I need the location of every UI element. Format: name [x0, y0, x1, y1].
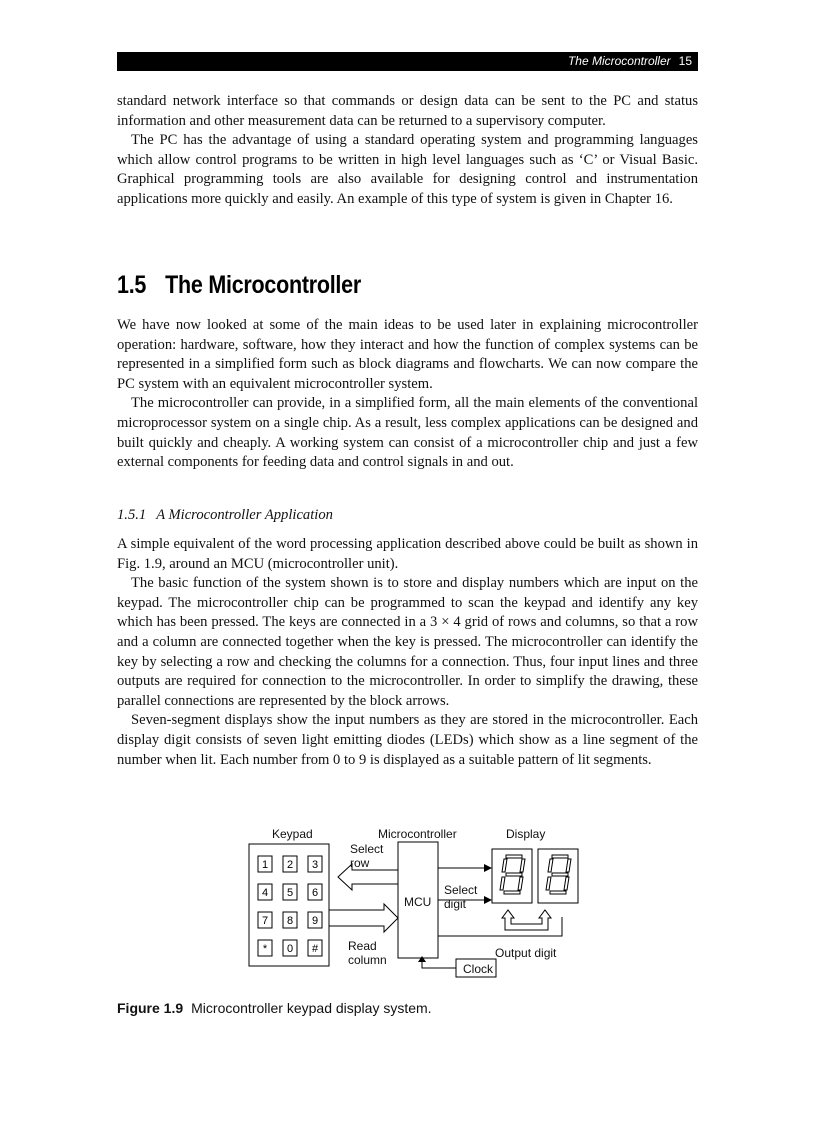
paragraph: The PC has the advantage of using a standard operating system and programming languages which allow control programs to be written in high level languages such as ‘C’ or Visual Basic. Graphical programming tools are also available for designing control and instrumentation applications more quickly and easily. An example of this type of system is given in Chapter 16.: [117, 132, 698, 207]
keypad-key-label: *: [262, 943, 268, 955]
label-microcontroller: Microcontroller: [378, 827, 457, 841]
label-mcu: MCU: [404, 895, 432, 909]
label-clock: Clock: [463, 962, 494, 976]
arrow-head: [484, 896, 492, 904]
keypad-key-label: 2: [286, 859, 294, 871]
segment: [552, 873, 568, 876]
figure-caption: [117, 998, 698, 1018]
section-title: The Microcontroller: [165, 271, 361, 299]
label-row: row: [350, 856, 370, 870]
segment: [506, 855, 522, 858]
caption-text: Microcontroller keypad display system.: [191, 1000, 432, 1016]
paragraph: standard network interface so that commands or design data can be sent to the PC and status information and other measurement data can be returned to a supervisory computer.: [117, 93, 698, 129]
label-select: Select: [350, 842, 384, 856]
seven-segments: [500, 855, 571, 894]
keypad-keys: [258, 856, 322, 956]
label-select-digit: Select: [444, 883, 478, 897]
keypad-key-label: 0: [286, 943, 294, 955]
subsection-number: 1.5.1: [117, 507, 147, 523]
keypad-key-label: 3: [311, 859, 319, 871]
keypad-key-label: 1: [261, 859, 269, 871]
read-column-arrow: [329, 904, 398, 932]
paragraph: Seven-segment displays show the input numbers as they are stored in the microcontroller. Each display digit consists of seven light emitting diodes (LEDs) which show as a line segment of the number when lit. Each number from 0 to 9 is displayed as a suitable pattern of lit segments.: [117, 712, 698, 768]
label-display: Display: [506, 827, 546, 841]
segment: [506, 873, 522, 876]
segment: [504, 891, 520, 894]
keypad-key-label: 8: [286, 915, 294, 927]
section-heading: [117, 270, 617, 300]
label-digit: digit: [444, 897, 467, 911]
segment: [548, 859, 553, 872]
section-body: [117, 316, 698, 473]
segment: [564, 877, 569, 890]
segment: [520, 859, 525, 872]
label-column: column: [348, 953, 387, 967]
label-keypad: Keypad: [272, 827, 313, 841]
segment: [552, 855, 568, 858]
keypad-key-label: 6: [311, 887, 319, 899]
segment: [518, 877, 523, 890]
running-head: [117, 52, 698, 71]
page-number: 15: [678, 54, 692, 68]
arrow-head: [418, 956, 426, 962]
clock-line: [422, 960, 456, 968]
paragraph: A simple equivalent of the word processing application described above could be built as shown in Fig. 1.9, around an MCU (microcontroller unit).: [117, 536, 698, 572]
keypad-key-label: #: [311, 943, 319, 955]
keypad-key-label: 4: [261, 887, 269, 899]
segment: [550, 891, 566, 894]
label-read: Read: [348, 939, 377, 953]
running-title: The Microcontroller: [567, 54, 671, 68]
section-number: 1.5: [117, 271, 147, 299]
arrow-head: [484, 864, 492, 872]
paragraph: We have now looked at some of the main ideas to be used later in explaining microcontroller operation: hardware, software, how they interact and how the function of complex systems can be represented in a simplified form such as block diagrams and flowcharts. We can now compare the PC system with an equivalent microcontroller system.: [117, 317, 698, 392]
segment: [502, 859, 507, 872]
subsection-title: A Microcontroller Application: [156, 507, 333, 523]
keypad-key-label: 7: [261, 915, 269, 927]
keypad-key-label: 9: [311, 915, 319, 927]
keypad-key-label: 5: [286, 887, 294, 899]
caption-label: Figure 1.9: [117, 1000, 184, 1016]
segment: [546, 877, 551, 890]
subsection-body: [117, 535, 698, 770]
output-digit-arrow: [502, 910, 551, 930]
subsection-heading: [117, 506, 333, 526]
segment: [566, 859, 571, 872]
paragraph: The microcontroller can provide, in a simplified form, all the main elements of the conventional microprocessor system on a single chip. As a result, less complex applications can be designed and built quickly and cheaply. A working system can consist of a microcontroller chip and just a few external components for feeding data and control signals in and out.: [117, 395, 698, 471]
intro-block: [117, 92, 698, 210]
paragraph: The basic function of the system shown is to store and display numbers which are input on the keypad. The microcontroller chip can be programmed to scan the keypad and identify any key which has been pressed. The keys are connected in a 3 × 4 grid of rows and columns, so that a row and a column are connected together when the key is pressed. The microcontroller can identify the key by selecting a row and checking the columns for a connection. Thus, four input lines and three outputs are required for connection to the microcontroller. In order to simplify the drawing, these parallel connections are represented by the block arrows.: [117, 575, 698, 709]
segment: [500, 877, 505, 890]
label-output-digit: Output digit: [495, 946, 557, 960]
figure-diagram: [230, 822, 580, 987]
keypad-display-diagram: [230, 822, 580, 987]
